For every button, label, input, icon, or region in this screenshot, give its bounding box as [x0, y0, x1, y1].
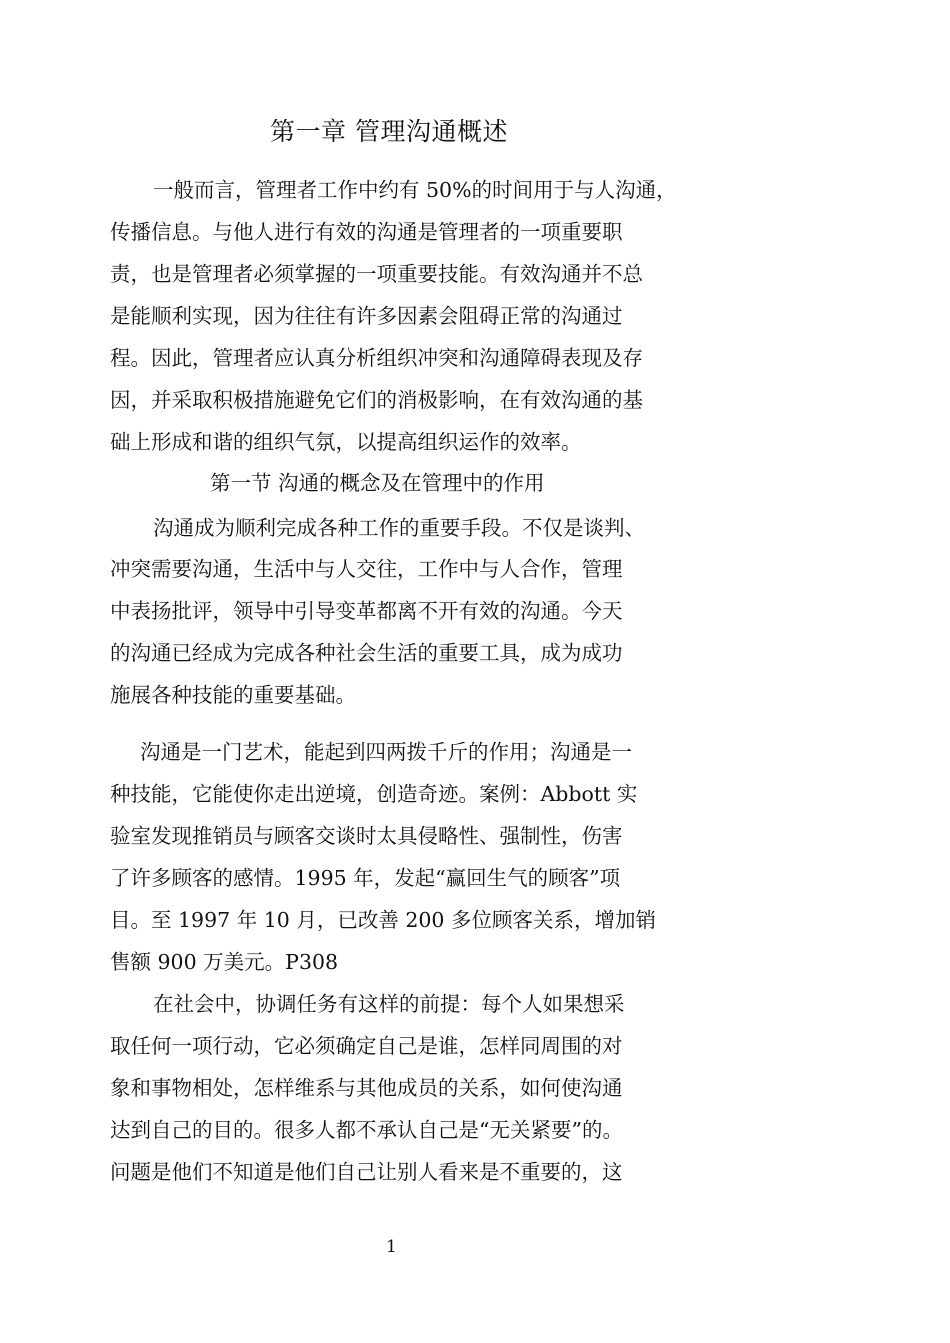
paragraph-1-line: 础上形成和谐的组织气氛，以提高组织运作的效率。 — [110, 430, 582, 454]
paragraph-4-line: 问题是他们不知道是他们自己让别人看来是不重要的，这 — [110, 1160, 623, 1184]
paragraph-1-line: 一般而言，管理者工作中约有 50%的时间用于与人沟通， — [153, 178, 677, 202]
paragraph-2-line: 沟通成为顺利完成各种工作的重要手段。不仅是谈判、 — [153, 516, 645, 540]
paragraph-4-line: 象和事物相处，怎样维系与其他成员的关系，如何使沟通 — [110, 1076, 623, 1100]
paragraph-1-line: 程。因此，管理者应认真分析组织冲突和沟通障碍表现及存 — [110, 346, 643, 370]
page-number: 1 — [386, 1237, 397, 1257]
chapter-title: 第一章 管理沟通概述 — [270, 117, 508, 146]
paragraph-3-line: 了许多顾客的感情。1995 年，发起“赢回生气的顾客”项 — [110, 866, 621, 890]
paragraph-2-line: 的沟通已经成为完成各种社会生活的重要工具，成为成功 — [110, 641, 623, 665]
paragraph-3-line: 验室发现推销员与顾客交谈时太具侵略性、强制性，伤害 — [110, 824, 623, 848]
paragraph-2-line: 中表扬批评，领导中引导变革都离不开有效的沟通。今天 — [110, 599, 623, 623]
paragraph-3-line: 售额 900 万美元。P308 — [110, 950, 339, 974]
paragraph-2-line: 施展各种技能的重要基础。 — [110, 683, 356, 707]
paragraph-1-line: 传播信息。与他人进行有效的沟通是管理者的一项重要职 — [110, 220, 623, 244]
paragraph-2-line: 冲突需要沟通，生活中与人交往，工作中与人合作，管理 — [110, 557, 623, 581]
paragraph-3-line: 目。至 1997 年 10 月，已改善 200 多位顾客关系，增加销 — [110, 908, 656, 932]
paragraph-1-line: 责，也是管理者必须掌握的一项重要技能。有效沟通并不总 — [110, 262, 643, 286]
paragraph-4-line: 在社会中，协调任务有这样的前提：每个人如果想采 — [153, 992, 625, 1016]
section-title: 第一节 沟通的概念及在管理中的作用 — [210, 471, 545, 495]
paragraph-4-line: 取任何一项行动，它必须确定自己是谁，怎样同周围的对 — [110, 1034, 623, 1058]
paragraph-1-line: 因，并采取积极措施避免它们的消极影响，在有效沟通的基 — [110, 388, 643, 412]
paragraph-3-line: 沟通是一门艺术，能起到四两拨千斤的作用；沟通是一 — [140, 740, 632, 764]
paragraph-1-line: 是能顺利实现，因为往往有许多因素会阻碍正常的沟通过 — [110, 304, 623, 328]
paragraph-3-line: 种技能，它能使你走出逆境，创造奇迹。案例：Abbott 实 — [110, 782, 638, 806]
paragraph-4-line: 达到自己的目的。很多人都不承认自己是“无关紧要”的。 — [110, 1118, 623, 1142]
